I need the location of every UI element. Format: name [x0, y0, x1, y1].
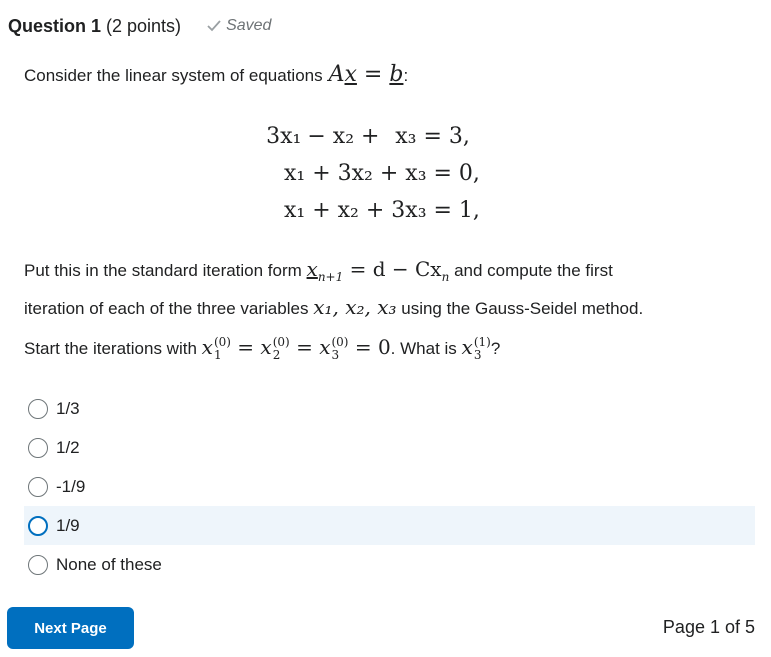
equation-row: 3x₁ − x₂ + x₃ = 3, [266, 124, 470, 149]
question-title: Question 1 [8, 15, 102, 36]
instructions-paragraph [24, 254, 754, 364]
radio-button[interactable] [28, 438, 48, 458]
check-icon [207, 20, 221, 32]
target-variable: x (1) 3 [461, 334, 491, 362]
page-indicator: Page 1 of 5 [662, 617, 755, 637]
saved-label: Saved [226, 17, 272, 34]
option-label: 1/3 [56, 398, 80, 418]
answer-option[interactable] [24, 428, 755, 467]
radio-button[interactable] [28, 516, 48, 536]
prompt-equation: Ax = b: [328, 62, 409, 87]
next-page-button[interactable]: Next Page [7, 607, 134, 649]
option-label: -1/9 [56, 476, 86, 496]
option-label: None of these [56, 554, 162, 574]
equation-system [258, 118, 483, 229]
answer-option[interactable] [24, 389, 755, 428]
answer-option-selected[interactable] [24, 506, 755, 545]
instructions-line-2: iteration of each of the three variables x₁, x₂, x₃ using the Gauss-Seidel method. [24, 295, 644, 319]
radio-button[interactable] [28, 477, 48, 497]
radio-button[interactable] [28, 555, 48, 575]
instructions-line-1: Put this in the standard iteration form $x_{n+1} = d - Cx_n$ and compute the first [24, 257, 613, 284]
equation-row: x₁ + x₂ + 3x₃ = 1, [284, 198, 480, 223]
question-header [8, 14, 271, 38]
answer-option[interactable] [24, 545, 755, 584]
initial-values: x (0) 1 = x (0) 2 = x (0) 3 = 0 [201, 334, 391, 362]
option-label: 1/2 [56, 437, 80, 457]
answer-option[interactable] [24, 467, 755, 506]
answer-options [24, 389, 755, 584]
prompt-text: Consider the linear system of equations [24, 66, 323, 85]
equation-row: x₁ + 3x₂ + x₃ = 0, [284, 161, 480, 186]
radio-button[interactable] [28, 399, 48, 419]
saved-status [207, 17, 271, 35]
question-prompt [24, 62, 408, 87]
instructions-line-3: Start the iterations with x (0) 1 = x (0) 2 = x (0) 3 = 0. What is x (1) 3 ? [24, 334, 501, 362]
option-label: 1/9 [56, 515, 80, 535]
question-points: (2 points) [106, 15, 182, 36]
